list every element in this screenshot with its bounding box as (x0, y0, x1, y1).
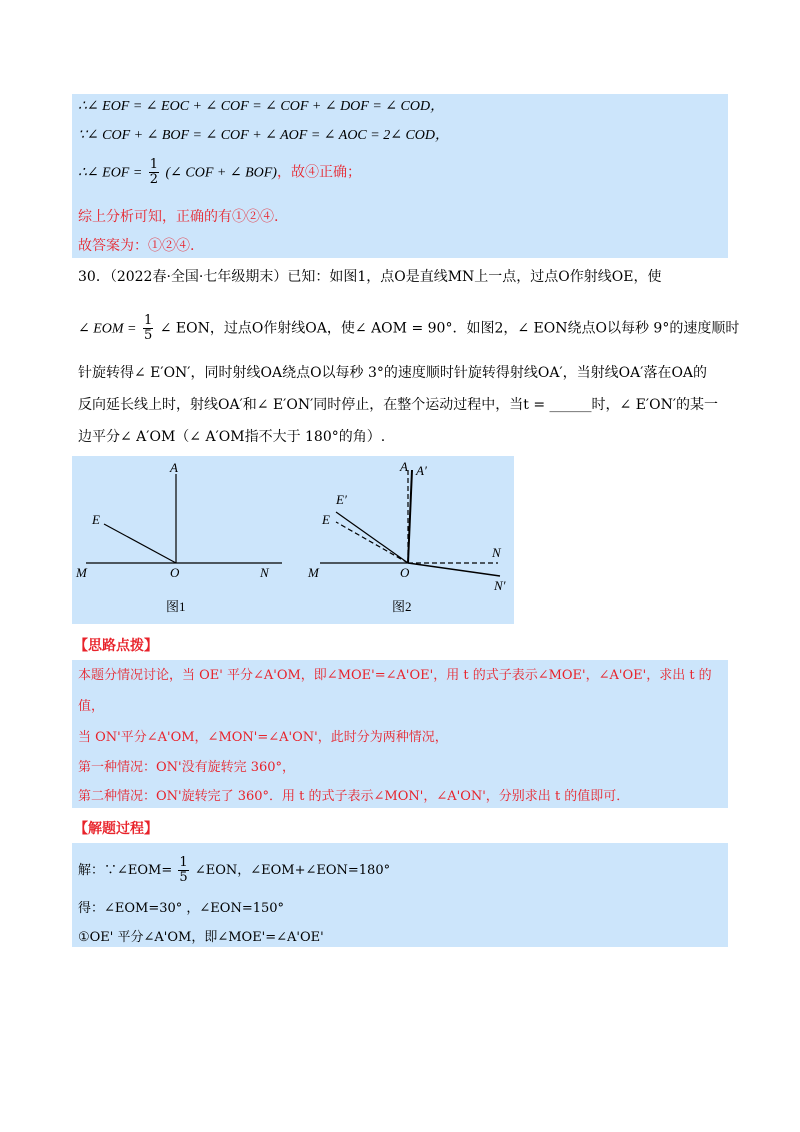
fraction-num: 1 (149, 157, 159, 172)
process-line-1-lhs: 解：∵∠EOM= (78, 863, 173, 878)
figure-1 (75, 460, 282, 614)
fig2-label-O: O (400, 565, 410, 580)
solution-line-1-text: ∴∠ EOF = ∠ EOC + ∠ COF = ∠ COF + ∠ DOF = ∠ COD， (78, 99, 445, 114)
figure-panel (72, 456, 514, 624)
fig2-caption: 图2 (392, 599, 412, 614)
question-line-2 (78, 314, 739, 343)
fig2-label-A-prime: A′ (416, 463, 427, 478)
question-line-5: 边平分∠ A′OM（∠ A′OM指不大于 180°的角）. (78, 429, 386, 445)
fig1-label-E: E (92, 512, 100, 527)
solution-line-2-text: ∵∠ COF + ∠ BOF = ∠ COF + ∠ AOF = ∠ AOC = 2∠ COD， (78, 128, 450, 143)
process-line-1 (78, 856, 390, 885)
fig2-label-M: M (308, 565, 319, 580)
hint-line-2: 值， (78, 699, 105, 714)
solution-line-3-lhs: ∴∠ EOF = (78, 165, 143, 181)
question-line-4: 反向延长线上时，射线OA′和∠ E′ON′同时停止，在整个运动过程中，当t = ______时，∠ E′ON′的某一 (78, 397, 718, 413)
solution-line-3-conclusion: ，故④正确； (276, 164, 361, 181)
solution-line-1 (78, 98, 444, 116)
fig2-label-A: A (400, 459, 408, 474)
question-line-1: 30．（2022春·全国·七年级期末）已知：如图1，点O是直线MN上一点，过点O作射线OE，使 (78, 269, 662, 285)
fig1-label-N: N (260, 565, 269, 580)
question-line-2-rest: ∠ EON，过点O作射线OA，使∠ AOM = 90°．如图2，∠ EON绕点O以每秒 9°的速度顺时 (159, 320, 740, 337)
fig2-label-N: N (492, 545, 501, 560)
summary-line: 综上分析可知，正确的有①②④. (78, 209, 279, 225)
solution-line-3 (78, 158, 361, 187)
figure-2 (307, 459, 506, 614)
fig2-label-E-prime: E′ (336, 492, 347, 507)
fig1-label-O: O (170, 565, 180, 580)
figures-svg (72, 456, 514, 624)
fig1-caption: 图1 (166, 599, 186, 614)
hint-heading: 【思路点拨】 (74, 638, 158, 654)
fig2-label-N-prime: N′ (494, 578, 506, 593)
answer-line: 故答案为：①②④. (78, 238, 195, 254)
hint-line-5: 第二种情况：ON'旋转完了 360°．用 t 的式子表示∠MON'，∠A'ON'，分别求出 t 的值即可． (78, 789, 630, 804)
fig1-label-A: A (170, 460, 178, 475)
hint-line-1: 本题分情况讨论，当 OE' 平分∠A'OM，即∠MOE'=∠A'OE'，用 t 的式子表示∠MOE'，∠A'OE'，求出 t 的 (78, 668, 712, 683)
fraction-num: 1 (179, 855, 188, 870)
process-line-3: ①OE' 平分∠A'OM，即∠MOE'=∠A'OE' (78, 930, 324, 945)
fraction-half (149, 158, 159, 187)
solution-line-2 (78, 127, 449, 145)
fraction-den: 2 (149, 172, 159, 187)
fraction-num: 1 (143, 313, 153, 328)
fig2-label-E: E (322, 512, 330, 527)
process-line-1-rest: ∠EON，∠EOM+∠EON=180° (194, 863, 391, 878)
question-line-2-lhs: ∠ EOM = (78, 321, 137, 337)
solution-line-3-rhs: (∠ COF + ∠ BOF) (165, 165, 277, 181)
fig1-label-M: M (76, 565, 87, 580)
fraction-fifth (143, 314, 153, 343)
hint-line-4: 第一种情况：ON'没有旋转完 360°， (78, 760, 296, 775)
question-line-3: 针旋转得∠ E′ON′，同时射线OA绕点O以每秒 3°的速度顺时针旋转得射线OA′，当射线OA′落在OA的 (78, 365, 708, 381)
process-line-2: 得：∠EOM=30° ，∠EON=150° (78, 901, 285, 916)
hint-line-3: 当 ON'平分∠A'OM，∠MON'=∠A'ON'，此时分为两种情况， (78, 730, 448, 745)
process-heading: 【解题过程】 (74, 821, 158, 837)
fraction-fifth-process (178, 856, 188, 885)
fraction-den: 5 (143, 328, 153, 343)
fraction-den: 5 (179, 870, 188, 885)
